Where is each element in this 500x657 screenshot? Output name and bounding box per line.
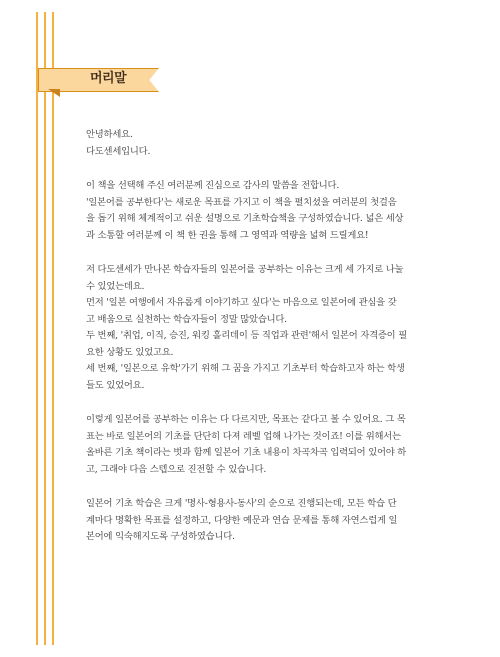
paragraph-reasons <box>86 262 421 394</box>
text-line: 이 책을 선택해 주신 여러분께 진심으로 감사의 말씀을 전합니다. <box>86 180 340 191</box>
text-line: 안녕하세요. <box>86 129 133 140</box>
text-line: '일본어를 공부한다'는 새로운 목표를 가지고 이 책을 펼치셨을 여러분의 첫걸음 <box>86 196 397 208</box>
text-line: 두 번째, '취업, 이직, 승진, 워킹 홀리데이 등 직업과 관련'해서 일본어 자격증이 필 <box>86 330 407 341</box>
text-line: 일본어 기초 학습은 크게 '명사-형용사-동사'의 순으로 진행되는데, 모든 학습 단 <box>86 498 397 509</box>
text-line: 을 돕기 위해 체계적이고 쉬운 설명으로 기초학습책을 구성하였습니다. 넓은 세상 <box>86 213 404 224</box>
margin-line <box>36 12 38 645</box>
paragraph-greeting <box>86 127 421 160</box>
text-line: 수 있었는데요. <box>86 280 145 292</box>
paragraph-goal <box>86 412 421 478</box>
text-line: 계마다 명확한 목표를 설정하고, 다양한 예문과 연습 문제를 통해 자연스럽게 일 <box>86 514 398 526</box>
paragraph-thanks <box>86 178 421 244</box>
text-line: 이렇게 일본어를 공부하는 이유는 다 다르지만, 목표는 같다고 볼 수 있어요. 그 목 <box>86 414 406 425</box>
header-tab-fold <box>48 89 60 97</box>
margin-line <box>52 12 54 645</box>
text-line: 다도센세입니다. <box>86 145 151 157</box>
text-line: 먼저 '일본 여행에서 자유롭게 이야기하고 싶다'는 마음으로 일본어에 관심을 갖 <box>86 297 397 308</box>
paragraph-structure <box>86 496 421 546</box>
text-line: 저 다도센세가 만나본 학습자들의 일본어를 공부하는 이유는 크게 세 가지로 나눌 <box>86 264 404 275</box>
text-line: 본어에 익숙해지도록 구성하였습니다. <box>86 531 235 542</box>
text-line: 들도 있었어요. <box>86 379 145 391</box>
text-line: 고, 그래야 다음 스텝으로 진전할 수 있습니다. <box>86 463 267 475</box>
preface-body <box>86 127 421 564</box>
text-line: 과 소통할 여러분께 이 책 한 권을 통해 그 영역과 역량을 넓혀 드릴게요! <box>86 229 369 241</box>
text-line: 요한 상황도 있었고요. <box>86 346 174 358</box>
margin-line <box>44 12 46 645</box>
text-line: 세 번째, '일본으로 유학'가기 위해 그 꿈을 가지고 기초부터 학습하고자 하는 학생 <box>86 363 405 374</box>
text-line: 올바른 기초 책이라는 벗과 함께 일본어 기초 내용이 차곡차곡 입력되어 있어야 하 <box>86 447 407 458</box>
page-title: 머리말 <box>90 71 127 86</box>
text-line: 고 배움으로 실천하는 학습자들이 정말 많았습니다. <box>86 313 287 325</box>
text-line: 표는 바로 일본어의 기초를 단단히 다져 레벨 업해 나가는 것이죠! 이를 위해서는 <box>86 430 401 442</box>
